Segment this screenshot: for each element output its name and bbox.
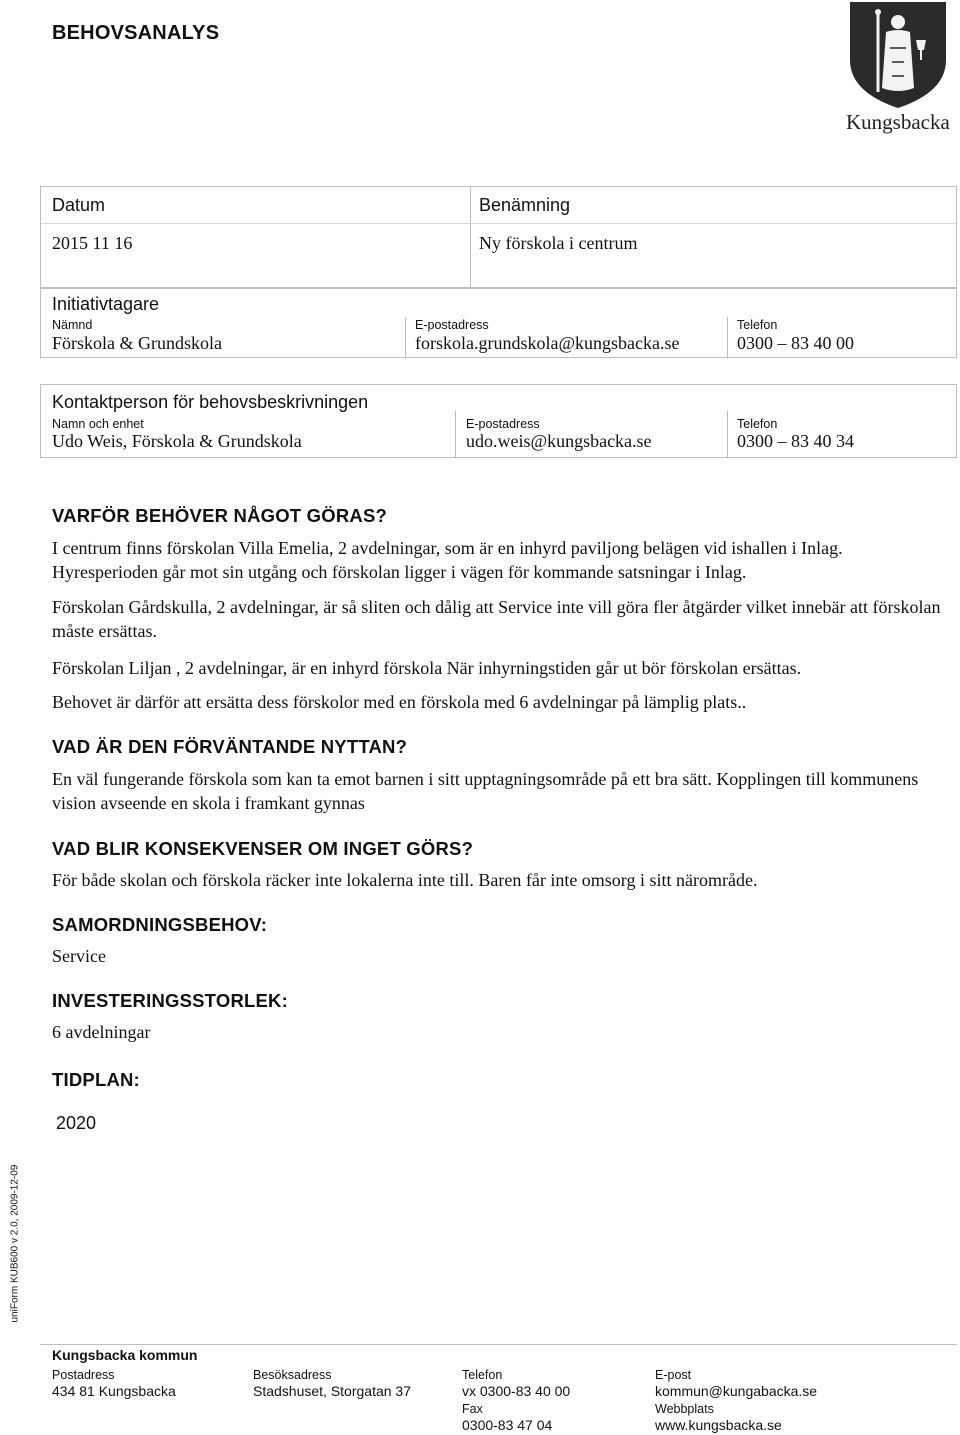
namnd-label: Nämnd	[52, 318, 93, 332]
contact-name-value: Udo Weis, Förskola & Grundskola	[52, 431, 302, 451]
initiator-email-label: E-postadress	[415, 318, 489, 332]
timeline-heading: TIDPLAN:	[52, 1069, 140, 1090]
contact-heading: Kontaktperson för behovsbeskrivningen	[52, 392, 369, 412]
why-paragraph-4: Behovet är därför att ersätta dess förskolor med en förskola med 6 avdelningar på lämplig plats..	[52, 692, 747, 712]
contact-email-label: E-postadress	[466, 417, 540, 431]
why-paragraph-1: I centrum finns förskolan Villa Emelia, 2 avdelningar, som är en inhyrd paviljong belägen vid ishallen i Inlag. Hyresperioden går mot sin utgång och förskolan ligger i vägen för kommande satsningar i Inlag.	[52, 538, 843, 582]
footer-email-value[interactable]: kommun@kungabacka.se	[655, 1383, 818, 1399]
form-version-text: uniForm KUB600 v 2.0, 2009-12-09	[9, 1164, 21, 1323]
datum-value: 2015 11 16	[52, 233, 133, 253]
footer-phone-label: Telefon	[462, 1368, 503, 1382]
contact-email-value: udo.weis@kungsbacka.se	[466, 431, 652, 451]
benamning-label: Benämning	[479, 195, 571, 215]
benamning-value: Ny förskola i centrum	[479, 233, 638, 253]
why-heading: VARFÖR BEHÖVER NÅGOT GÖRAS?	[52, 505, 387, 526]
timeline-value: 2020	[56, 1113, 97, 1133]
initiator-phone-label: Telefon	[737, 318, 778, 332]
contact-phone-value: 0300 – 83 40 34	[737, 431, 854, 451]
coordination-heading: SAMORDNINGSBEHOV:	[52, 914, 268, 935]
footer-post-value: 434 81 Kungsbacka	[52, 1383, 176, 1399]
contact-name-label: Namn och enhet	[52, 417, 144, 431]
footer-web-value[interactable]: www.kungsbacka.se	[655, 1417, 782, 1433]
footer-visit-value: Stadshuset, Storgatan 37	[253, 1383, 411, 1399]
contact-phone-label: Telefon	[737, 417, 778, 431]
footer-visit-label: Besöksadress	[253, 1368, 332, 1382]
footer-fax-value: 0300-83 47 04	[462, 1417, 553, 1433]
benefit-paragraph: En väl fungerande förskola som kan ta emot barnen i sitt upptagningsområde på ett bra sätt. Kopplingen till kommunens vision avseende en skola i framkant gynnas	[52, 769, 919, 813]
why-paragraph-3: Förskolan Liljan , 2 avdelningar, är en inhyrd förskola När inhyrningstiden går ut bör förskolan ersättas.	[52, 658, 802, 678]
coordination-value: Service	[52, 946, 106, 966]
document-title: BEHOVSANALYS	[52, 22, 220, 44]
benefit-heading: VAD ÄR DEN FÖRVÄNTANDE NYTTAN?	[52, 736, 408, 757]
investment-heading: INVESTERINGSSTORLEK:	[52, 990, 288, 1011]
footer-org: Kungsbacka kommun	[52, 1347, 198, 1363]
namnd-value: Förskola & Grundskola	[52, 333, 222, 353]
consequence-paragraph: För både skolan och förskola räcker inte lokalerna inte till. Baren får inte omsorg i sitt närområde.	[52, 870, 758, 890]
initiator-phone-value: 0300 – 83 40 00	[737, 333, 854, 353]
footer-post-label: Postadress	[52, 1368, 115, 1382]
logo-wordmark: Kungsbacka	[846, 110, 950, 134]
footer-divider	[40, 1344, 957, 1345]
initiator-email-value: forskola.grundskola@kungsbacka.se	[415, 333, 680, 353]
footer-web-label: Webbplats	[655, 1402, 714, 1416]
consequence-heading: VAD BLIR KONSEKVENSER OM INGET GÖRS?	[52, 838, 474, 859]
datum-label: Datum	[52, 195, 106, 215]
footer-phone-value: vx 0300-83 40 00	[462, 1383, 571, 1399]
footer-fax-label: Fax	[462, 1402, 483, 1416]
initiator-heading: Initiativtagare	[52, 294, 160, 314]
footer-email-label: E-post	[655, 1368, 692, 1382]
why-paragraph-2: Förskolan Gårdskulla, 2 avdelningar, är så sliten och dålig att Service inte vill göra fler åtgärder vilket innebär att förskolan måste ersättas.	[52, 597, 941, 641]
investment-value: 6 avdelningar	[52, 1022, 151, 1042]
